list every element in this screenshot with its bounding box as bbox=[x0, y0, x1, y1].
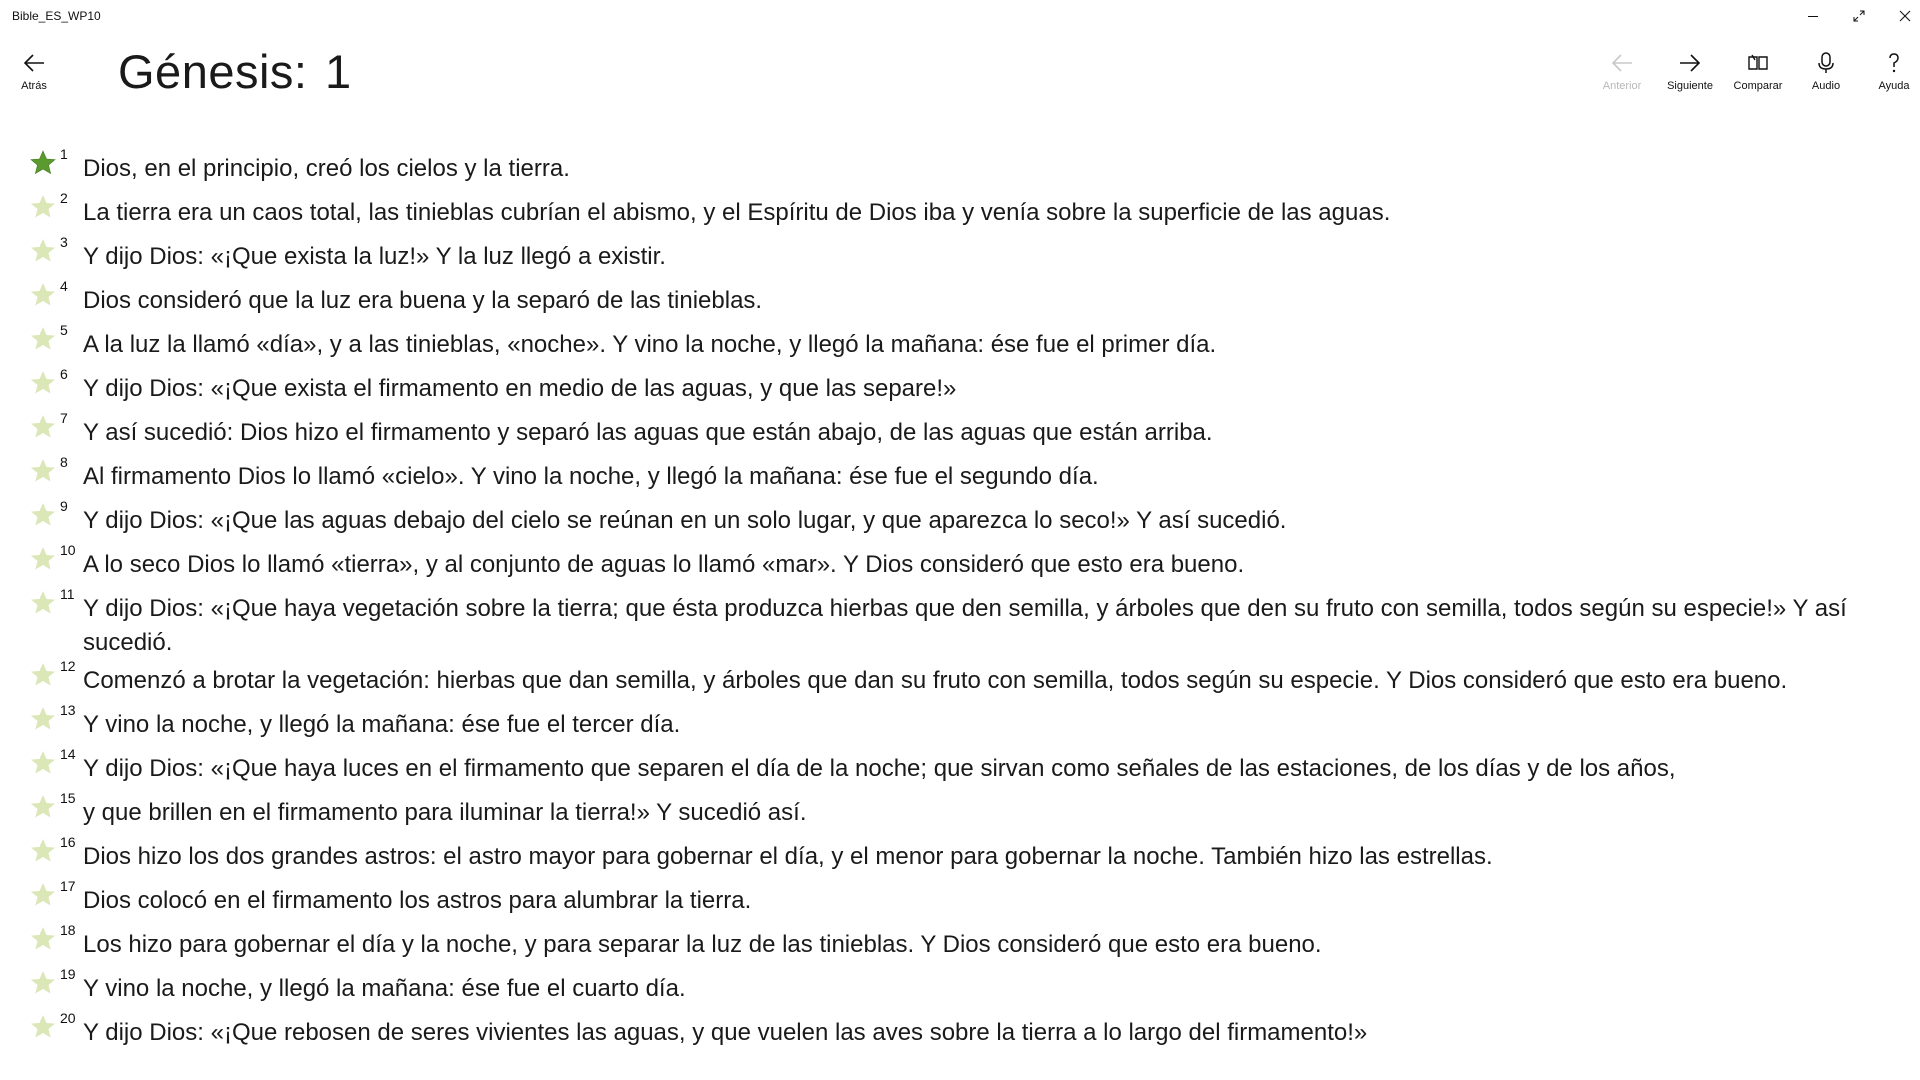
help-label: Ayuda bbox=[1878, 80, 1910, 92]
previous-button[interactable] bbox=[1588, 52, 1656, 112]
star-filled-icon[interactable] bbox=[30, 150, 56, 176]
verse-text: Y dijo Dios: «¡Que rebosen de seres vivientes las aguas, y que vuelen las aves sobre la tierra a lo largo del firmamento!» bbox=[83, 1019, 1368, 1046]
title-bar bbox=[0, 0, 1920, 32]
star-icon[interactable] bbox=[30, 706, 56, 732]
verse-text: y que brillen en el firmamento para iluminar la tierra!» Y sucedió así. bbox=[83, 799, 807, 826]
star-icon[interactable] bbox=[30, 838, 56, 864]
verse-text: Los hizo para gobernar el día y la noche, y para separar la luz de las tinieblas. Y Dios consideró que esto era bueno. bbox=[83, 931, 1322, 958]
verse-text: A lo seco Dios lo llamó «tierra», y al conjunto de aguas lo llamó «mar». Y Dios consideró que esto era bueno. bbox=[83, 551, 1245, 578]
star-icon[interactable] bbox=[30, 590, 56, 616]
restore-icon bbox=[1853, 10, 1865, 22]
audio-button[interactable] bbox=[1792, 52, 1860, 112]
verse-text: Y vino la noche, y llegó la mañana: ése fue el cuarto día. bbox=[83, 975, 686, 1002]
star-icon[interactable] bbox=[30, 662, 56, 688]
minimize-button[interactable] bbox=[1790, 0, 1836, 32]
previous-label: Anterior bbox=[1602, 80, 1642, 92]
verse-number: 17 bbox=[60, 878, 76, 894]
verse-number: 1 bbox=[60, 146, 68, 162]
star-icon[interactable] bbox=[30, 546, 56, 572]
verse-number: 16 bbox=[60, 834, 76, 850]
star-icon[interactable] bbox=[30, 194, 56, 220]
verse-text: Al firmamento Dios lo llamó «cielo». Y vino la noche, y llegó la mañana: ése fue el segundo día. bbox=[83, 463, 1099, 490]
verse-number: 15 bbox=[60, 790, 76, 806]
compare-label: Comparar bbox=[1733, 80, 1783, 92]
verse-text: Y así sucedió: Dios hizo el firmamento y separó las aguas que están abajo, de las aguas que están arriba. bbox=[83, 419, 1213, 446]
arrow-left-icon bbox=[1610, 52, 1634, 74]
star-icon[interactable] bbox=[30, 370, 56, 396]
verse-text: Dios colocó en el firmamento los astros para alumbrar la tierra. bbox=[83, 887, 752, 914]
verse-number: 8 bbox=[60, 454, 68, 470]
verse-text: Dios hizo los dos grandes astros: el astro mayor para gobernar el día, y el menor para gobernar la noche. También hizo las estrellas. bbox=[83, 843, 1493, 870]
verse-number: 14 bbox=[60, 746, 76, 762]
verse-text: Y dijo Dios: «¡Que haya vegetación sobre la tierra; que ésta produzca hierbas que den semilla, y árboles que den su fruto con semilla, todos según su especie!» Y así sucedió. bbox=[83, 595, 1847, 656]
arrow-right-icon bbox=[1678, 52, 1702, 74]
question-mark-icon bbox=[1882, 52, 1906, 74]
verse-number: 12 bbox=[60, 658, 76, 674]
app-title: Bible_ES_WP10 bbox=[12, 9, 101, 23]
verse-number: 7 bbox=[60, 410, 68, 426]
star-icon[interactable] bbox=[30, 1014, 56, 1040]
star-icon[interactable] bbox=[30, 414, 56, 440]
close-icon bbox=[1899, 10, 1911, 22]
verse-text: Comenzó a brotar la vegetación: hierbas que dan semilla, y árboles que dan su fruto con semilla, todos según su especie. Y Dios consideró que esto era bueno. bbox=[83, 667, 1788, 694]
verse-text: La tierra era un caos total, las tinieblas cubrían el abismo, y el Espíritu de Dios iba y venía sobre la superficie de las aguas. bbox=[83, 199, 1391, 226]
verse-number: 10 bbox=[60, 542, 76, 558]
compare-button[interactable] bbox=[1724, 52, 1792, 112]
verse-text: Y dijo Dios: «¡Que las aguas debajo del cielo se reúnan en un solo lugar, y que aparezca lo seco!» Y así sucedió. bbox=[83, 507, 1287, 534]
restore-button[interactable] bbox=[1836, 0, 1882, 32]
star-icon[interactable] bbox=[30, 458, 56, 484]
chapter-number[interactable]: 1 bbox=[325, 45, 352, 98]
star-icon[interactable] bbox=[30, 970, 56, 996]
star-icon[interactable] bbox=[30, 238, 56, 264]
book-title: Génesis: bbox=[118, 45, 308, 98]
star-icon[interactable] bbox=[30, 282, 56, 308]
verse-text: Y dijo Dios: «¡Que exista el firmamento en medio de las aguas, y que las separe!» bbox=[83, 375, 957, 402]
star-icon[interactable] bbox=[30, 926, 56, 952]
verse-text: Dios consideró que la luz era buena y la separó de las tinieblas. bbox=[83, 287, 763, 314]
verse-number: 20 bbox=[60, 1010, 76, 1026]
back-label: Atrás bbox=[21, 80, 47, 92]
help-button[interactable] bbox=[1860, 52, 1920, 112]
verse-text: A la luz la llamó «día», y a las tinieblas, «noche». Y vino la noche, y llegó la mañana: ése fue el primer día. bbox=[83, 331, 1217, 358]
verse-number: 6 bbox=[60, 366, 68, 382]
header bbox=[0, 32, 1920, 132]
book-compare-icon bbox=[1746, 52, 1770, 74]
close-button[interactable] bbox=[1882, 0, 1920, 32]
verse-number: 2 bbox=[60, 190, 68, 206]
star-icon[interactable] bbox=[30, 882, 56, 908]
star-icon[interactable] bbox=[30, 750, 56, 776]
back-button[interactable] bbox=[8, 52, 60, 112]
next-label: Siguiente bbox=[1667, 80, 1713, 92]
verse-number: 5 bbox=[60, 322, 68, 338]
verse-text: Dios, en el principio, creó los cielos y la tierra. bbox=[83, 155, 570, 182]
star-icon[interactable] bbox=[30, 794, 56, 820]
star-icon[interactable] bbox=[30, 502, 56, 528]
verse-number: 9 bbox=[60, 498, 68, 514]
verse-text: Y dijo Dios: «¡Que haya luces en el firmamento que separen el día de la noche; que sirvan como señales de las estaciones, de los días y de los años, bbox=[83, 755, 1676, 782]
back-arrow-icon bbox=[22, 52, 46, 74]
verse-text: Y vino la noche, y llegó la mañana: ése fue el tercer día. bbox=[83, 711, 681, 738]
verse-number: 4 bbox=[60, 278, 68, 294]
verse-number: 13 bbox=[60, 702, 76, 718]
minimize-icon bbox=[1807, 10, 1819, 22]
star-icon[interactable] bbox=[30, 326, 56, 352]
next-button[interactable] bbox=[1656, 52, 1724, 112]
verse-text: Y dijo Dios: «¡Que exista la luz!» Y la luz llegó a existir. bbox=[83, 243, 666, 270]
verse-number: 18 bbox=[60, 922, 76, 938]
verse-number: 19 bbox=[60, 966, 76, 982]
microphone-icon bbox=[1814, 52, 1838, 74]
audio-label: Audio bbox=[1811, 80, 1841, 92]
verse-number: 11 bbox=[60, 586, 75, 602]
verse-number: 3 bbox=[60, 234, 68, 250]
